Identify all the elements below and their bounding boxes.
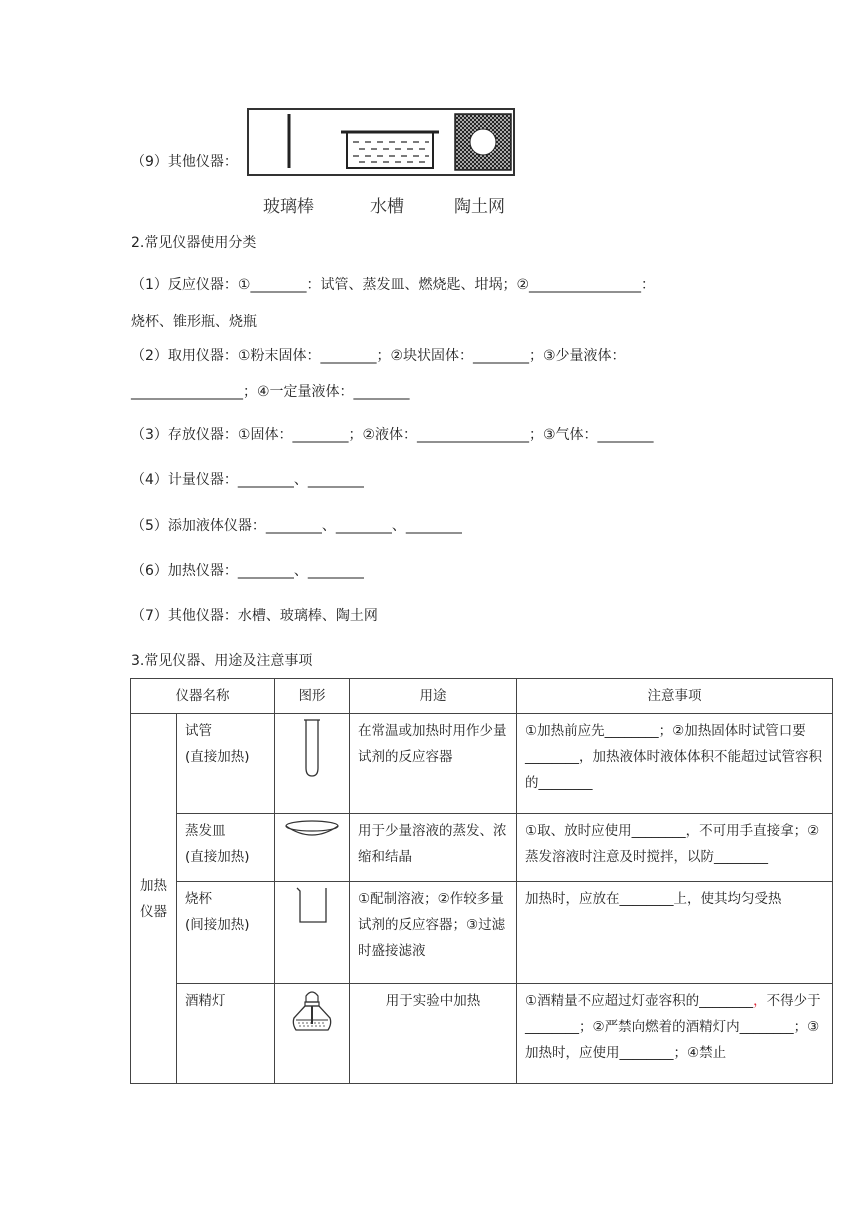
group-label: 加热仪器 <box>131 714 177 1084</box>
test-tube-icon <box>275 714 350 814</box>
section3-title: 3.常见仪器、用途及注意事项 <box>131 653 313 669</box>
instrument-label-ceramic-gauze: 陶土网 <box>454 197 505 217</box>
row-usage: 在常温或加热时用作少量试剂的反应容器 <box>350 714 517 814</box>
row-usage: 用于实验中加热 <box>350 984 517 1084</box>
section2-line-7: （7）其他仪器：水槽、玻璃棒、陶土网 <box>131 608 378 624</box>
row-notes: ①取、放时应使用________，不可用手直接拿；②蒸发溶液时注意及时搅拌，以防________ <box>517 814 833 882</box>
evaporating-dish-icon <box>275 814 350 882</box>
row-name: 蒸发皿 (直接加热) <box>177 814 275 882</box>
section2-line-2: （2）取用仪器：①粉末固体：________；②块状固体：________；③少量液体： <box>131 348 626 364</box>
section2-line-4: （4）计量仪器：________、________ <box>131 472 364 488</box>
row-name: 酒精灯 <box>177 984 275 1084</box>
section2-line-6: （6）加热仪器：________、________ <box>131 563 364 579</box>
table-row <box>131 984 833 1084</box>
beaker-icon <box>275 882 350 984</box>
row-usage: ①配制溶液；②作较多量试剂的反应容器；③过滤时盛接滤液 <box>350 882 517 984</box>
header-figure: 图形 <box>275 679 350 714</box>
instrument-figure-box <box>247 108 515 176</box>
water-trough-icon <box>341 132 439 168</box>
ceramic-gauze-icon <box>455 114 511 170</box>
table-row <box>131 714 833 814</box>
row-notes: ①酒精量不应超过灯壶容积的________，不得少于________；②严禁向燃着的酒精灯内________；③加热时，应使用________；④禁止 <box>517 984 833 1084</box>
row-notes: 加热时，应放在________上，使其均匀受热 <box>517 882 833 984</box>
instrument-label-water-trough: 水槽 <box>370 197 404 217</box>
header-usage: 用途 <box>350 679 517 714</box>
section2-line-2b: ________________；④一定量液体：________ <box>131 384 410 400</box>
table-header-row <box>131 679 833 714</box>
instrument-figure <box>249 110 513 174</box>
section2-line-5: （5）添加液体仪器：________、________、________ <box>131 518 462 534</box>
instrument-table <box>130 678 833 1084</box>
row-usage: 用于少量溶液的蒸发、浓缩和结晶 <box>350 814 517 882</box>
section2-title: 2.常见仪器使用分类 <box>131 235 257 251</box>
alcohol-lamp-icon <box>275 984 350 1084</box>
row-name: 试管 (直接加热) <box>177 714 275 814</box>
table-row <box>131 882 833 984</box>
header-notes: 注意事项 <box>517 679 833 714</box>
instrument-label-glass-rod: 玻璃棒 <box>263 197 314 217</box>
section2-line-3: （3）存放仪器：①固体：________；②液体：________________；③气体：________ <box>131 427 654 443</box>
header-name: 仪器名称 <box>131 679 275 714</box>
row-name: 烧杯 (间接加热) <box>177 882 275 984</box>
table-row <box>131 814 833 882</box>
section9-label: （9）其他仪器： <box>131 154 238 170</box>
section2-line-1: （1）反应仪器：①________：试管、蒸发皿、燃烧匙、坩埚；②________________： <box>131 277 656 293</box>
row-notes: ①加热前应先________；②加热固体时试管口要________，加热液体时液体体积不能超过试管容积的________ <box>517 714 833 814</box>
section2-line-1b: 烧杯、锥形瓶、烧瓶 <box>131 314 257 330</box>
